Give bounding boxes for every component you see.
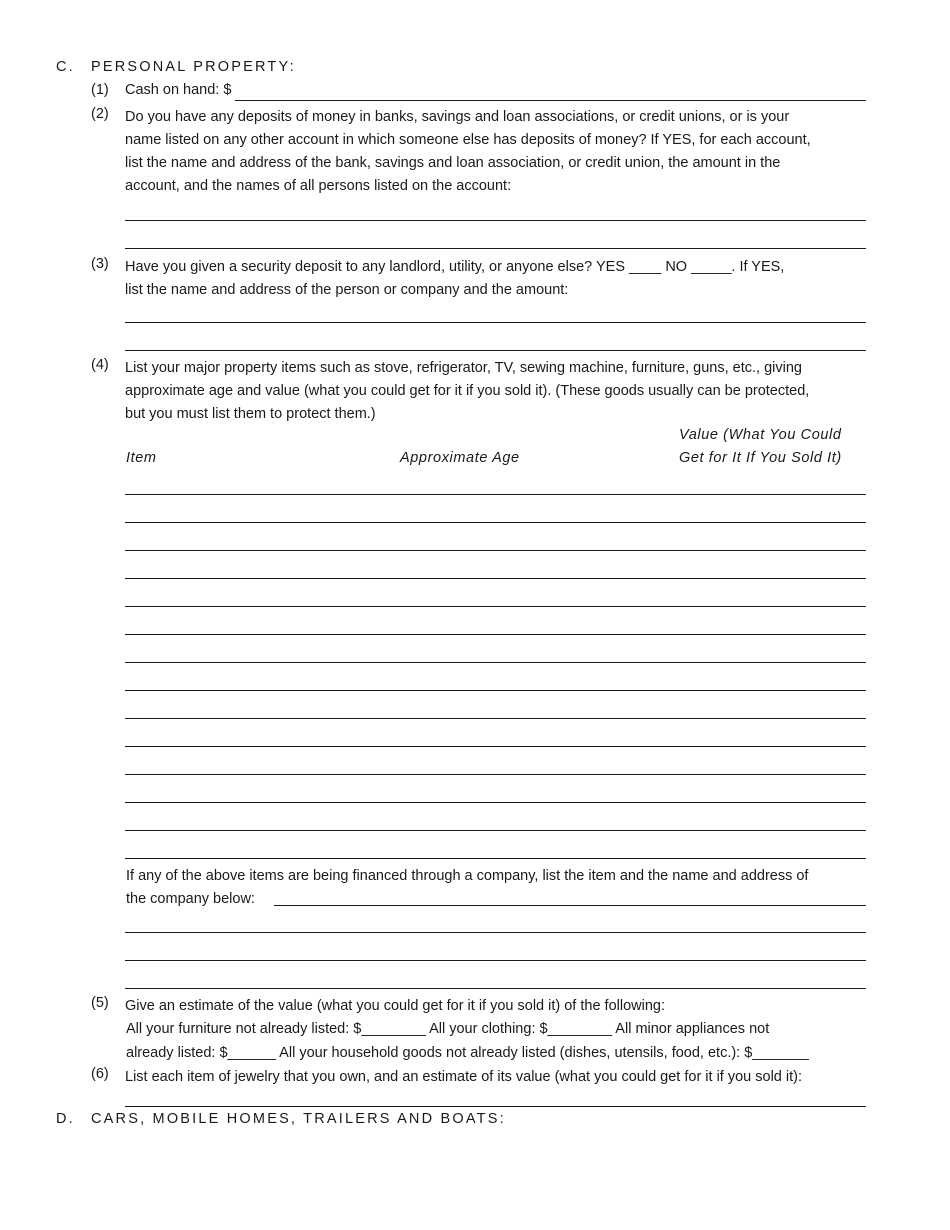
financed-answer-line[interactable] bbox=[274, 905, 866, 906]
financed-line-2: the company below: bbox=[126, 891, 255, 907]
col-value-header-1: Value (What You Could bbox=[679, 427, 842, 443]
q5-line-2: All your furniture not already listed: $________ All your clothing: $________ All minor appliances not bbox=[126, 1021, 770, 1037]
property-line[interactable] bbox=[125, 578, 866, 579]
property-line[interactable] bbox=[125, 718, 866, 719]
q2-line-4: account, and the names of all persons listed on the account: bbox=[125, 178, 512, 194]
financed-line-1: If any of the above items are being financed through a company, list the item and the name and address of bbox=[126, 868, 809, 884]
col-value-header-2: Get for It If You Sold It) bbox=[679, 450, 842, 466]
section-c-letter: C. bbox=[56, 59, 75, 75]
property-line[interactable] bbox=[125, 634, 866, 635]
q2-line-3: list the name and address of the bank, savings and loan association, or credit union, the amount in the bbox=[125, 155, 781, 171]
property-line[interactable] bbox=[125, 774, 866, 775]
property-line[interactable] bbox=[125, 690, 866, 691]
q4-line-1: List your major property items such as stove, refrigerator, TV, sewing machine, furniture, guns, etc., giving bbox=[125, 360, 802, 376]
jewelry-answer-line[interactable] bbox=[125, 1106, 866, 1107]
q2-line-1: Do you have any deposits of money in banks, savings and loan associations, or credit unions, or is your bbox=[125, 109, 790, 125]
property-line[interactable] bbox=[125, 858, 866, 859]
q6-label: List each item of jewelry that you own, and an estimate of its value (what you could get for it if you sold it): bbox=[125, 1069, 803, 1085]
q5-line-1: Give an estimate of the value (what you could get for it if you sold it) of the following: bbox=[125, 998, 666, 1014]
q1-label: Cash on hand: $ bbox=[125, 82, 232, 98]
q3-line-1: Have you given a security deposit to any landlord, utility, or anyone else? YES ____ NO _____. If YES, bbox=[125, 259, 785, 275]
q3-line-2: list the name and address of the person or company and the amount: bbox=[125, 282, 569, 298]
financed-answer-line[interactable] bbox=[125, 988, 866, 989]
q2-line-2: name listed on any other account in which someone else has deposits of money? If YES, for each account, bbox=[125, 132, 811, 148]
q5-number: (5) bbox=[91, 995, 109, 1011]
financed-answer-line[interactable] bbox=[125, 960, 866, 961]
property-line[interactable] bbox=[125, 606, 866, 607]
section-d-letter: D. bbox=[56, 1111, 75, 1127]
property-line[interactable] bbox=[125, 494, 866, 495]
financed-answer-line[interactable] bbox=[125, 932, 866, 933]
property-line[interactable] bbox=[125, 830, 866, 831]
property-line[interactable] bbox=[125, 802, 866, 803]
q4-line-3: but you must list them to protect them.) bbox=[125, 406, 376, 422]
q3-answer-line-1[interactable] bbox=[125, 322, 866, 323]
property-line[interactable] bbox=[125, 746, 866, 747]
property-line[interactable] bbox=[125, 550, 866, 551]
q4-number: (4) bbox=[91, 357, 109, 373]
q3-answer-line-2[interactable] bbox=[125, 350, 866, 351]
section-d-title: CARS, MOBILE HOMES, TRAILERS AND BOATS: bbox=[91, 1111, 506, 1127]
q2-answer-line-1[interactable] bbox=[125, 220, 866, 221]
section-c-title: PERSONAL PROPERTY: bbox=[91, 59, 296, 75]
q5-line-3: already listed: $______ All your household goods not already listed (dishes, utensils, food, etc.): $_______ bbox=[126, 1045, 809, 1061]
q4-line-2: approximate age and value (what you could get for it if you sold it). (These goods usually can be protected, bbox=[125, 383, 810, 399]
cash-on-hand-line[interactable] bbox=[235, 100, 866, 101]
q2-answer-line-2[interactable] bbox=[125, 248, 866, 249]
q2-number: (2) bbox=[91, 106, 109, 122]
q1-number: (1) bbox=[91, 82, 109, 98]
q6-number: (6) bbox=[91, 1066, 109, 1082]
col-age-header: Approximate Age bbox=[400, 450, 520, 466]
col-item-header: Item bbox=[126, 450, 157, 466]
q3-number: (3) bbox=[91, 256, 109, 272]
property-line[interactable] bbox=[125, 662, 866, 663]
property-line[interactable] bbox=[125, 522, 866, 523]
